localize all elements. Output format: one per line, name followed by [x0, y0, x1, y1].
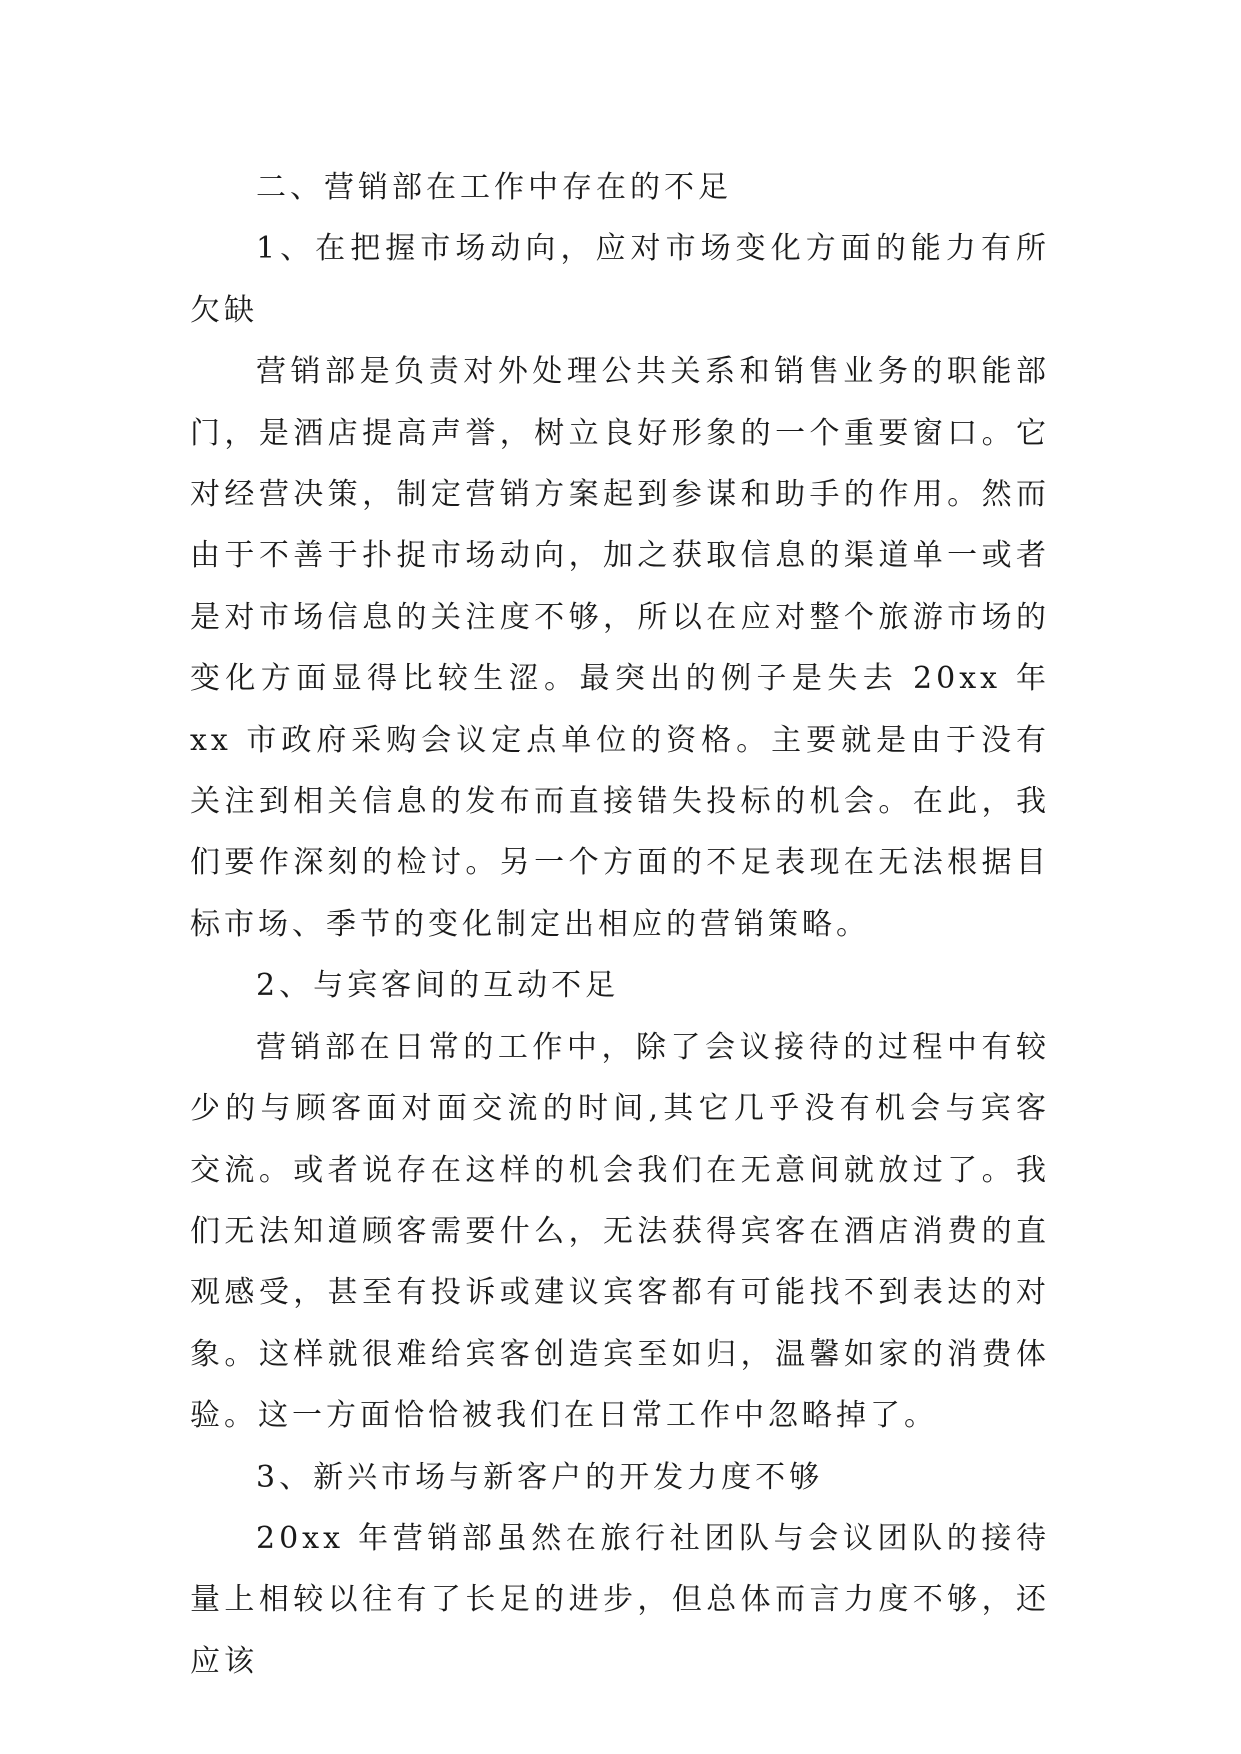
- item-2-paragraph: 营销部在日常的工作中，除了会议接待的过程中有较少的与顾客面对面交流的时间,其它几乎没有机会与宾客交流。或者说存在这样的机会我们在无意间就放过了。我们无法知道顾客需要什么，无法获得宾客在酒店消费的直观感受，甚至有投诉或建议宾客都有可能找不到表达的对象。这样就很难给宾客创造宾至如归，温馨如家的消费体验。这一方面恰恰被我们在日常工作中忽略掉了。: [190, 1029, 1050, 1434]
- item-3-title: 3、新兴市场与新客户的开发力度不够: [256, 1459, 824, 1495]
- item-3-paragraph: 20xx 年营销部虽然在旅行社团队与会议团队的接待量上相较以往有了长足的进步，但总体而言力度不够，还应该: [190, 1520, 1050, 1679]
- document-body: [190, 157, 1050, 1692]
- section-heading: 二、营销部在工作中存在的不足: [256, 170, 732, 205]
- item-1-paragraph: 营销部是负责对外处理公共关系和销售业务的职能部门，是酒店提高声誉，树立良好形象的一个重要窗口。它对经营决策，制定营销方案起到参谋和助手的作用。然而由于不善于扑捉市场动向，加之获取信息的渠道单一或者是对市场信息的关注度不够，所以在应对整个旅游市场的变化方面显得比较生涩。最突出的例子是失去 20xx 年 xx 市政府采购会议定点单位的资格。主要就是由于没有关注到相关信息的发布而直接错失投标的机会。在此，我们要作深刻的检讨。另一个方面的不足表现在无法根据目标市场、季节的变化制定出相应的营销策略。: [190, 354, 1050, 942]
- item-2-title: 2、与宾客间的互动不足: [256, 968, 620, 1004]
- item-1-title: 1、在把握市场动向，应对市场变化方面的能力有所欠缺: [190, 231, 1050, 328]
